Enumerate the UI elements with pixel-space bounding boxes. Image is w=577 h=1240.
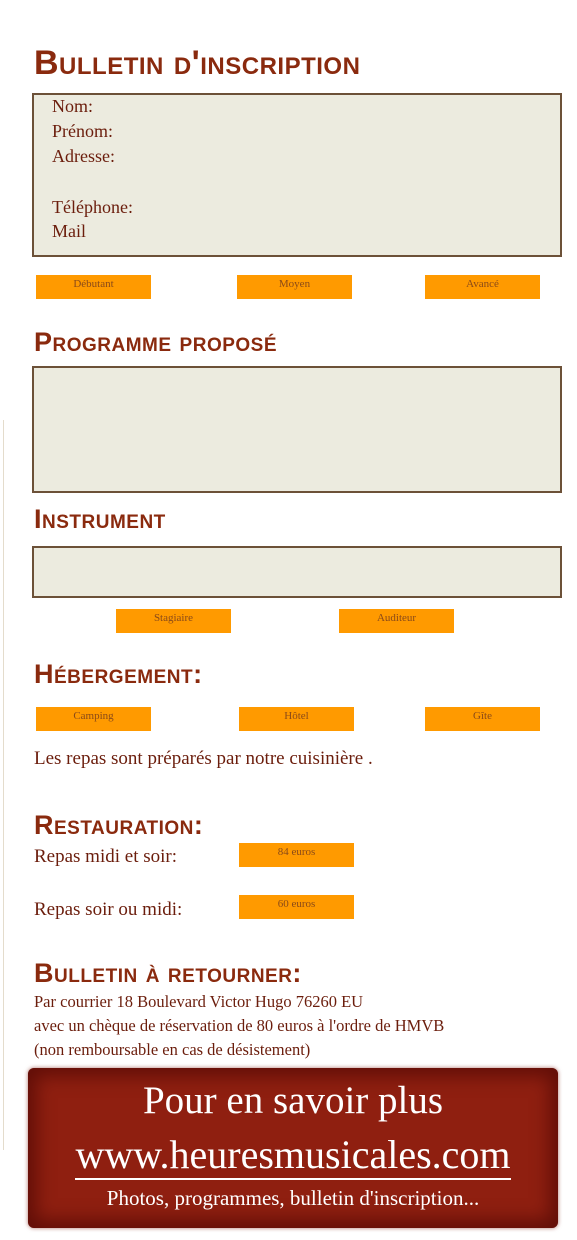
role-stagiaire-chip[interactable]: Stagiaire — [116, 609, 231, 633]
hebergement-title: Hébergement: — [34, 659, 203, 689]
banner-url-line — [28, 1131, 558, 1178]
prenom-label: Prénom: — [52, 121, 113, 141]
price-60-chip[interactable]: 60 euros — [239, 895, 354, 919]
adresse-label: Adresse: — [52, 146, 115, 166]
hotel-chip[interactable]: Hôtel — [239, 707, 354, 731]
telephone-label: Téléphone: — [52, 197, 133, 217]
role-auditeur-chip[interactable]: Auditeur — [339, 609, 454, 633]
level-debutant-chip[interactable]: Débutant — [36, 275, 151, 299]
form-title: Bulletin d'inscription — [34, 44, 361, 82]
page-margin-line — [3, 420, 4, 1150]
instrument-title: Instrument — [34, 504, 166, 534]
price-84-chip[interactable]: 84 euros — [239, 843, 354, 867]
retour-address-line: Par courrier 18 Boulevard Victor Hugo 76260 EU — [34, 992, 364, 1011]
website-link[interactable]: www.heuresmusicales.com — [75, 1132, 510, 1180]
level-moyen-chip[interactable]: Moyen — [237, 275, 352, 299]
programme-title: Programme proposé — [34, 327, 278, 357]
contact-info-box — [32, 93, 562, 257]
programme-box — [32, 366, 562, 493]
banner-subtext: Photos, programmes, bulletin d'inscription... — [106, 1186, 480, 1210]
retour-cheque-line: avec un chèque de réservation de 80 euros à l'ordre de HMVB — [34, 1016, 445, 1035]
level-avance-chip[interactable]: Avancé — [425, 275, 540, 299]
gite-chip[interactable]: Gîte — [425, 707, 540, 731]
repas-midi-soir-label: Repas midi et soir: — [34, 846, 178, 867]
retour-refund-line: (non remboursable en cas de désistement) — [34, 1040, 311, 1059]
repas-soir-midi-label: Repas soir ou midi: — [34, 899, 183, 920]
nom-label: Nom: — [52, 96, 94, 116]
camping-chip[interactable]: Camping — [36, 707, 151, 731]
banner-heading: Pour en savoir plus — [142, 1079, 444, 1122]
repas-note: Les repas sont préparés par notre cuisinière . — [34, 748, 373, 769]
info-banner — [28, 1068, 558, 1228]
retour-title: Bulletin à retourner: — [34, 958, 302, 988]
restauration-title: Restauration: — [34, 810, 204, 840]
instrument-box — [32, 546, 562, 598]
mail-label: Mail — [52, 221, 86, 241]
